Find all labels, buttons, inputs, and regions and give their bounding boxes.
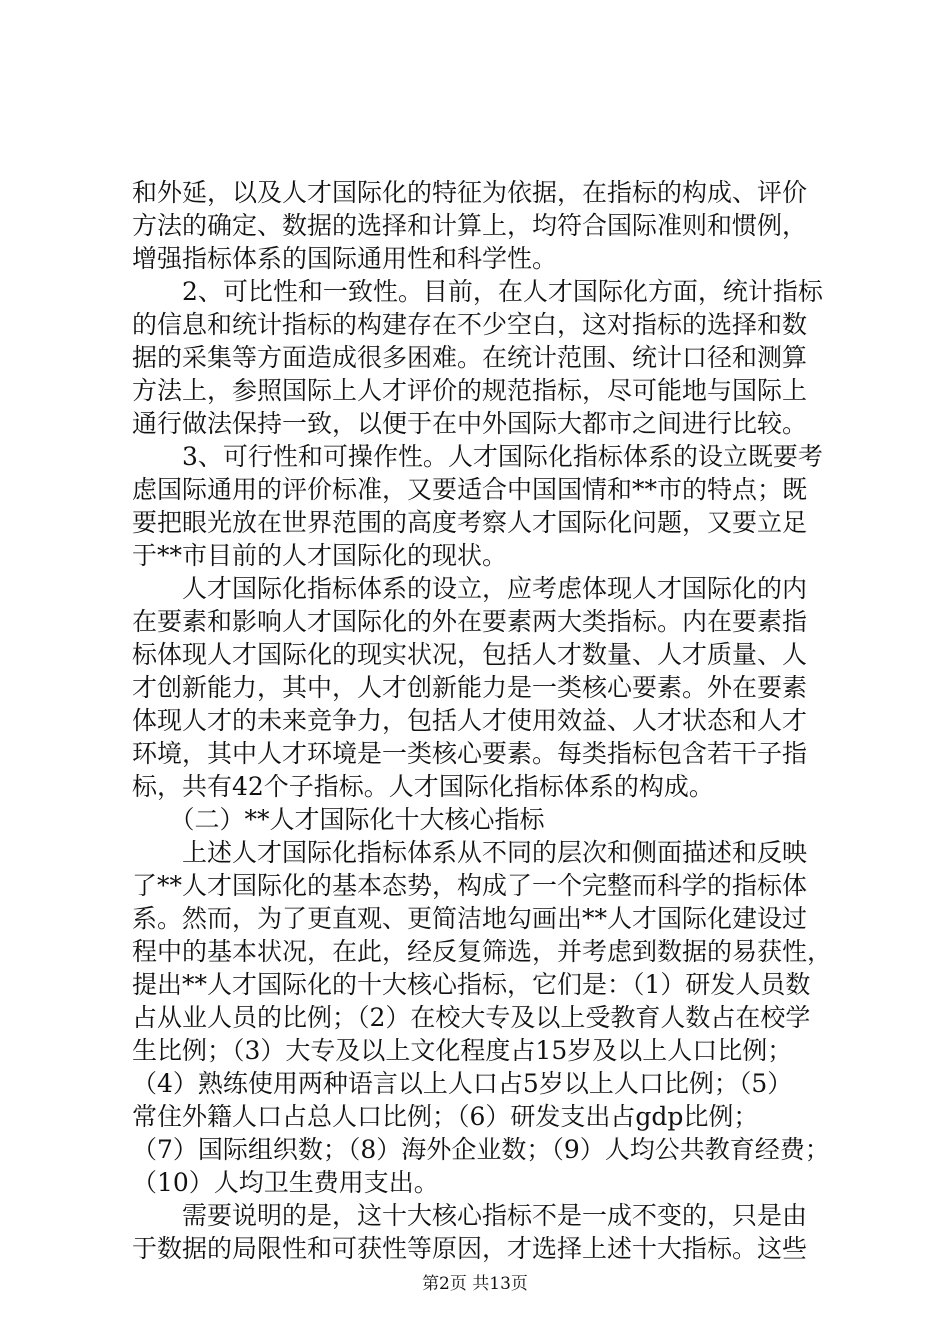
text-line: 环境，其中人才环境是一类核心要素。每类指标包含若干子指 <box>132 739 808 768</box>
text-line: 才创新能力，其中，人才创新能力是一类核心要素。外在要素 <box>132 673 808 702</box>
text-line: 标，共有42个子指标。人才国际化指标体系的构成。 <box>132 772 714 801</box>
text-line: 生比例；（3）大专及以上文化程度占15岁及以上人口比例； <box>132 1036 793 1065</box>
text-line: 了**人才国际化的基本态势，构成了一个完整而科学的指标体 <box>132 871 808 900</box>
text-line: 据的采集等方面造成很多困难。在统计范围、统计口径和测算 <box>132 343 808 372</box>
text-line: 在要素和影响人才国际化的外在要素两大类指标。内在要素指 <box>132 607 808 636</box>
text-line: 于**市目前的人才国际化的现状。 <box>132 541 508 570</box>
text-line: 需要说明的是，这十大核心指标不是一成不变的，只是由 <box>132 1201 808 1230</box>
text-line: 3、可行性和可操作性。人才国际化指标体系的设立既要考 <box>132 442 823 471</box>
text-line: 增强指标体系的国际通用性和科学性。 <box>132 244 558 273</box>
text-line: （10）人均卫生费用支出。 <box>132 1168 439 1197</box>
text-line: 和外延，以及人才国际化的特征为依据，在指标的构成、评价 <box>132 178 808 207</box>
text-line: 上述人才国际化指标体系从不同的层次和侧面描述和反映 <box>132 838 808 867</box>
text-line: 通行做法保持一致，以便于在中外国际大都市之间进行比较。 <box>132 409 808 438</box>
text-line: 程中的基本状况，在此，经反复筛选，并考虑到数据的易获性， <box>132 937 832 966</box>
text-line: 占从业人员的比例；（2）在校大专及以上受教育人数占在校学 <box>132 1003 811 1032</box>
text-line: 于数据的局限性和可获性等原因，才选择上述十大指标。这些 <box>132 1234 808 1263</box>
text-line: 要把眼光放在世界范围的高度考察人才国际化问题，又要立足 <box>132 508 808 537</box>
text-line: （7）国际组织数；（8）海外企业数；（9）人均公共教育经费； <box>132 1135 830 1164</box>
text-line: 的信息和统计指标的构建存在不少空白，这对指标的选择和数 <box>132 310 808 339</box>
section-heading: （二）**人才国际化十大核心指标 <box>132 805 545 834</box>
text-line: 系。然而，为了更直观、更简洁地勾画出**人才国际化建设过 <box>132 904 808 933</box>
text-line: 人才国际化指标体系的设立，应考虑体现人才国际化的内 <box>132 574 808 603</box>
text-line: 虑国际通用的评价标准，又要适合中国国情和**市的特点；既 <box>132 475 808 504</box>
page-indicator: 第2页 共13页 <box>422 1274 528 1294</box>
text-line: 常住外籍人口占总人口比例；（6）研发支出占gdp比例； <box>132 1102 759 1131</box>
text-line: 方法上，参照国际上人才评价的规范指标，尽可能地与国际上 <box>132 376 808 405</box>
text-line: 体现人才的未来竞争力，包括人才使用效益、人才状态和人才 <box>132 706 808 735</box>
text-line: 方法的确定、数据的选择和计算上，均符合国际准则和惯例， <box>132 211 808 240</box>
text-line: 提出**人才国际化的十大核心指标，它们是：（1）研发人员数 <box>132 970 811 999</box>
text-line: 2、可比性和一致性。目前，在人才国际化方面，统计指标 <box>132 277 823 306</box>
text-line: 标体现人才国际化的现实状况，包括人才数量、人才质量、人 <box>132 640 808 669</box>
text-line: （4）熟练使用两种语言以上人口占5岁以上人口比例；（5） <box>132 1069 793 1098</box>
